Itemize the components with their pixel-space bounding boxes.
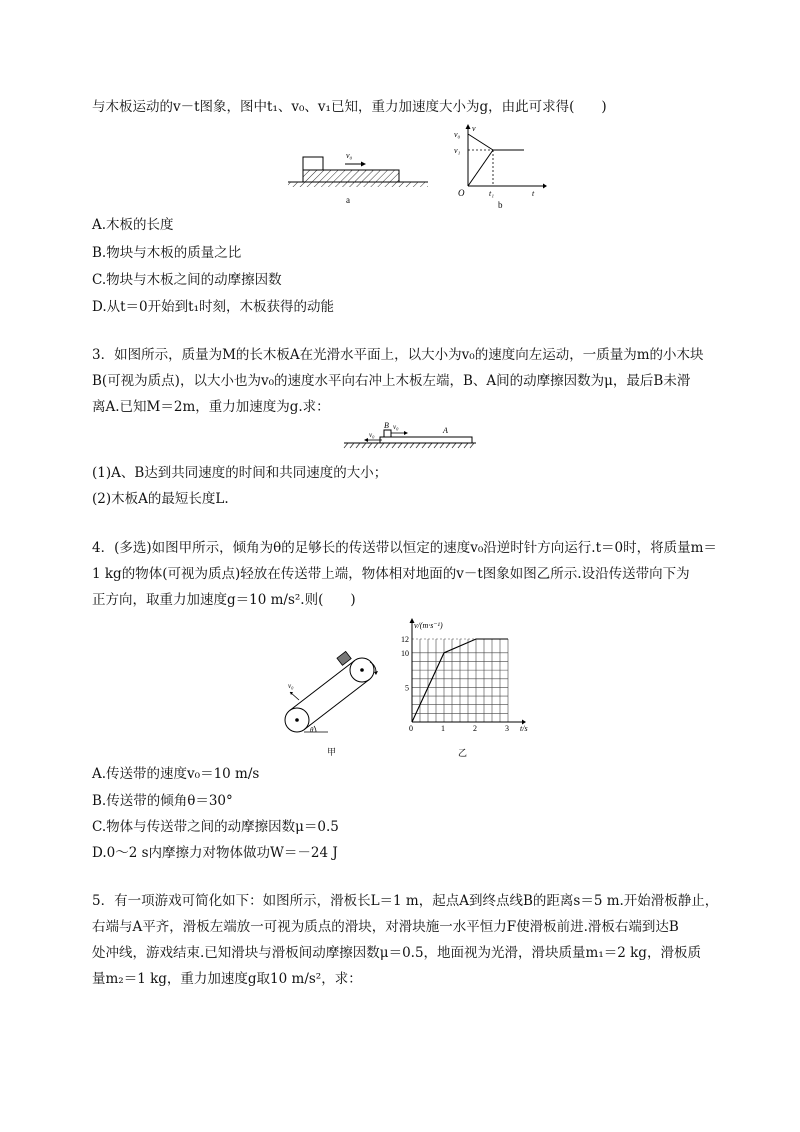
- svg-text:v₀: v₀: [454, 130, 461, 139]
- chart-grid: [412, 639, 508, 722]
- question-4-line-2: 1 kg的物体(可视为质点)轻放在传送带上端，物体相对地面的v－t图象如图乙所示.设沿传送带向下为: [92, 566, 690, 582]
- v0-label: v₀: [346, 151, 353, 160]
- svg-text:O: O: [458, 188, 465, 198]
- y-tick-label: 5: [405, 683, 409, 693]
- y-tick-label: 10: [401, 648, 409, 658]
- block-b: [384, 430, 391, 437]
- question-4-line-3: 正方向，取重力加速度g＝10 m/s².则( ): [92, 592, 356, 608]
- question-5-line-2: 右端与A平齐，滑板左端放一可视为质点的滑块，对滑块施一水平恒力F使滑板前进.滑板右端到达B: [92, 919, 679, 935]
- svg-text:t₁: t₁: [489, 189, 495, 198]
- option-b: B.传送带的倾角θ＝30°: [92, 793, 233, 809]
- figure-q3: [340, 418, 480, 452]
- wooden-board: [303, 170, 399, 182]
- question-5-line-1: 5．有一项游戏可简化如下：如图所示，滑板长L＝1 m，起点A到终点线B的距离s＝5 m.开始滑板静止，: [92, 893, 719, 909]
- question-5-line-3: 处冲线，游戏结束.已知滑块与滑板间动摩擦因数μ＝0.5，地面视为光滑，滑块质量m₁＝2 kg，滑板质: [92, 945, 701, 961]
- x-tick-label: 1: [441, 724, 445, 733]
- figure-a: [283, 140, 433, 210]
- figure-jia-conveyor: [278, 648, 388, 760]
- chart-caption: 乙: [458, 748, 468, 758]
- question-intro-line: 与木板运动的v－t图象，图中t₁、v₀、v₁已知，重力加速度大小为g，由此可求得( ): [92, 99, 607, 115]
- object-block: [337, 651, 351, 665]
- question-3-sub-1: (1)A、B达到共同速度的时间和共同速度的大小；: [92, 465, 388, 481]
- option-b: B.物块与木板的质量之比: [92, 245, 242, 261]
- figure-a-caption: a: [346, 195, 350, 205]
- figure-b: [448, 124, 548, 210]
- option-a: A.传送带的速度v₀＝10 m/s: [92, 766, 260, 782]
- block: [303, 157, 323, 170]
- x-tick-label: 0: [409, 724, 413, 733]
- option-d: D.从t＝0开始到t₁时刻，木板获得的动能: [92, 299, 334, 315]
- svg-text:θ: θ: [310, 726, 314, 734]
- question-3-line-1: 3．如图所示，质量为M的长木板A在光滑水平面上，以大小为v₀的速度向左运动，一质量为m的小木块: [92, 347, 704, 363]
- svg-text:甲: 甲: [327, 747, 337, 757]
- svg-text:b: b: [498, 200, 503, 210]
- question-5-line-4: 量m₂＝1 kg，重力加速度g取10 m/s²，求：: [92, 971, 362, 987]
- question-3-sub-2: (2)木板A的最短长度L.: [92, 491, 229, 507]
- y-tick-label: 12: [401, 635, 409, 644]
- svg-text:v₀: v₀: [288, 682, 294, 690]
- option-a: A.木板的长度: [92, 217, 174, 233]
- svg-text:v₁: v₁: [454, 146, 461, 155]
- option-d: D.0～2 s内摩擦力对物体做功W＝－24 J: [92, 845, 338, 861]
- svg-text:v₀: v₀: [393, 423, 399, 431]
- option-c: C.物体与传送带之间的动摩擦因数μ＝0.5: [92, 819, 339, 835]
- svg-text:v: v: [472, 124, 476, 133]
- svg-text:v₀: v₀: [369, 431, 375, 439]
- chart-y-axis-label: v/(m·s⁻¹): [414, 621, 443, 630]
- question-4-line-1: 4．(多选)如图甲所示，倾角为θ的足够长的传送带以恒定的速度v₀沿逆时针方向运行.t＝0时，将质量m＝: [92, 540, 717, 556]
- chart-x-axis-label: t/s: [520, 724, 528, 733]
- x-tick-label: 3: [505, 724, 509, 733]
- x-tick-label: 2: [473, 724, 477, 733]
- ground-hatch: [288, 182, 428, 187]
- board-a: [380, 437, 472, 443]
- svg-text:B: B: [384, 421, 389, 430]
- question-3-line-2: B(可视为质点)，以大小也为v₀的速度水平向右冲上木板左端，B、A间的动摩擦因数为μ，最后B未滑: [92, 373, 691, 389]
- option-c: C.物块与木板之间的动摩擦因数: [92, 272, 282, 288]
- chart-tick-labels: [401, 635, 509, 733]
- svg-text:t: t: [532, 189, 535, 198]
- svg-text:A: A: [443, 426, 448, 435]
- question-3-line-3: 离A.已知M＝2m，重力加速度为g.求：: [92, 399, 330, 415]
- figure-yi-vt-chart: [392, 614, 552, 762]
